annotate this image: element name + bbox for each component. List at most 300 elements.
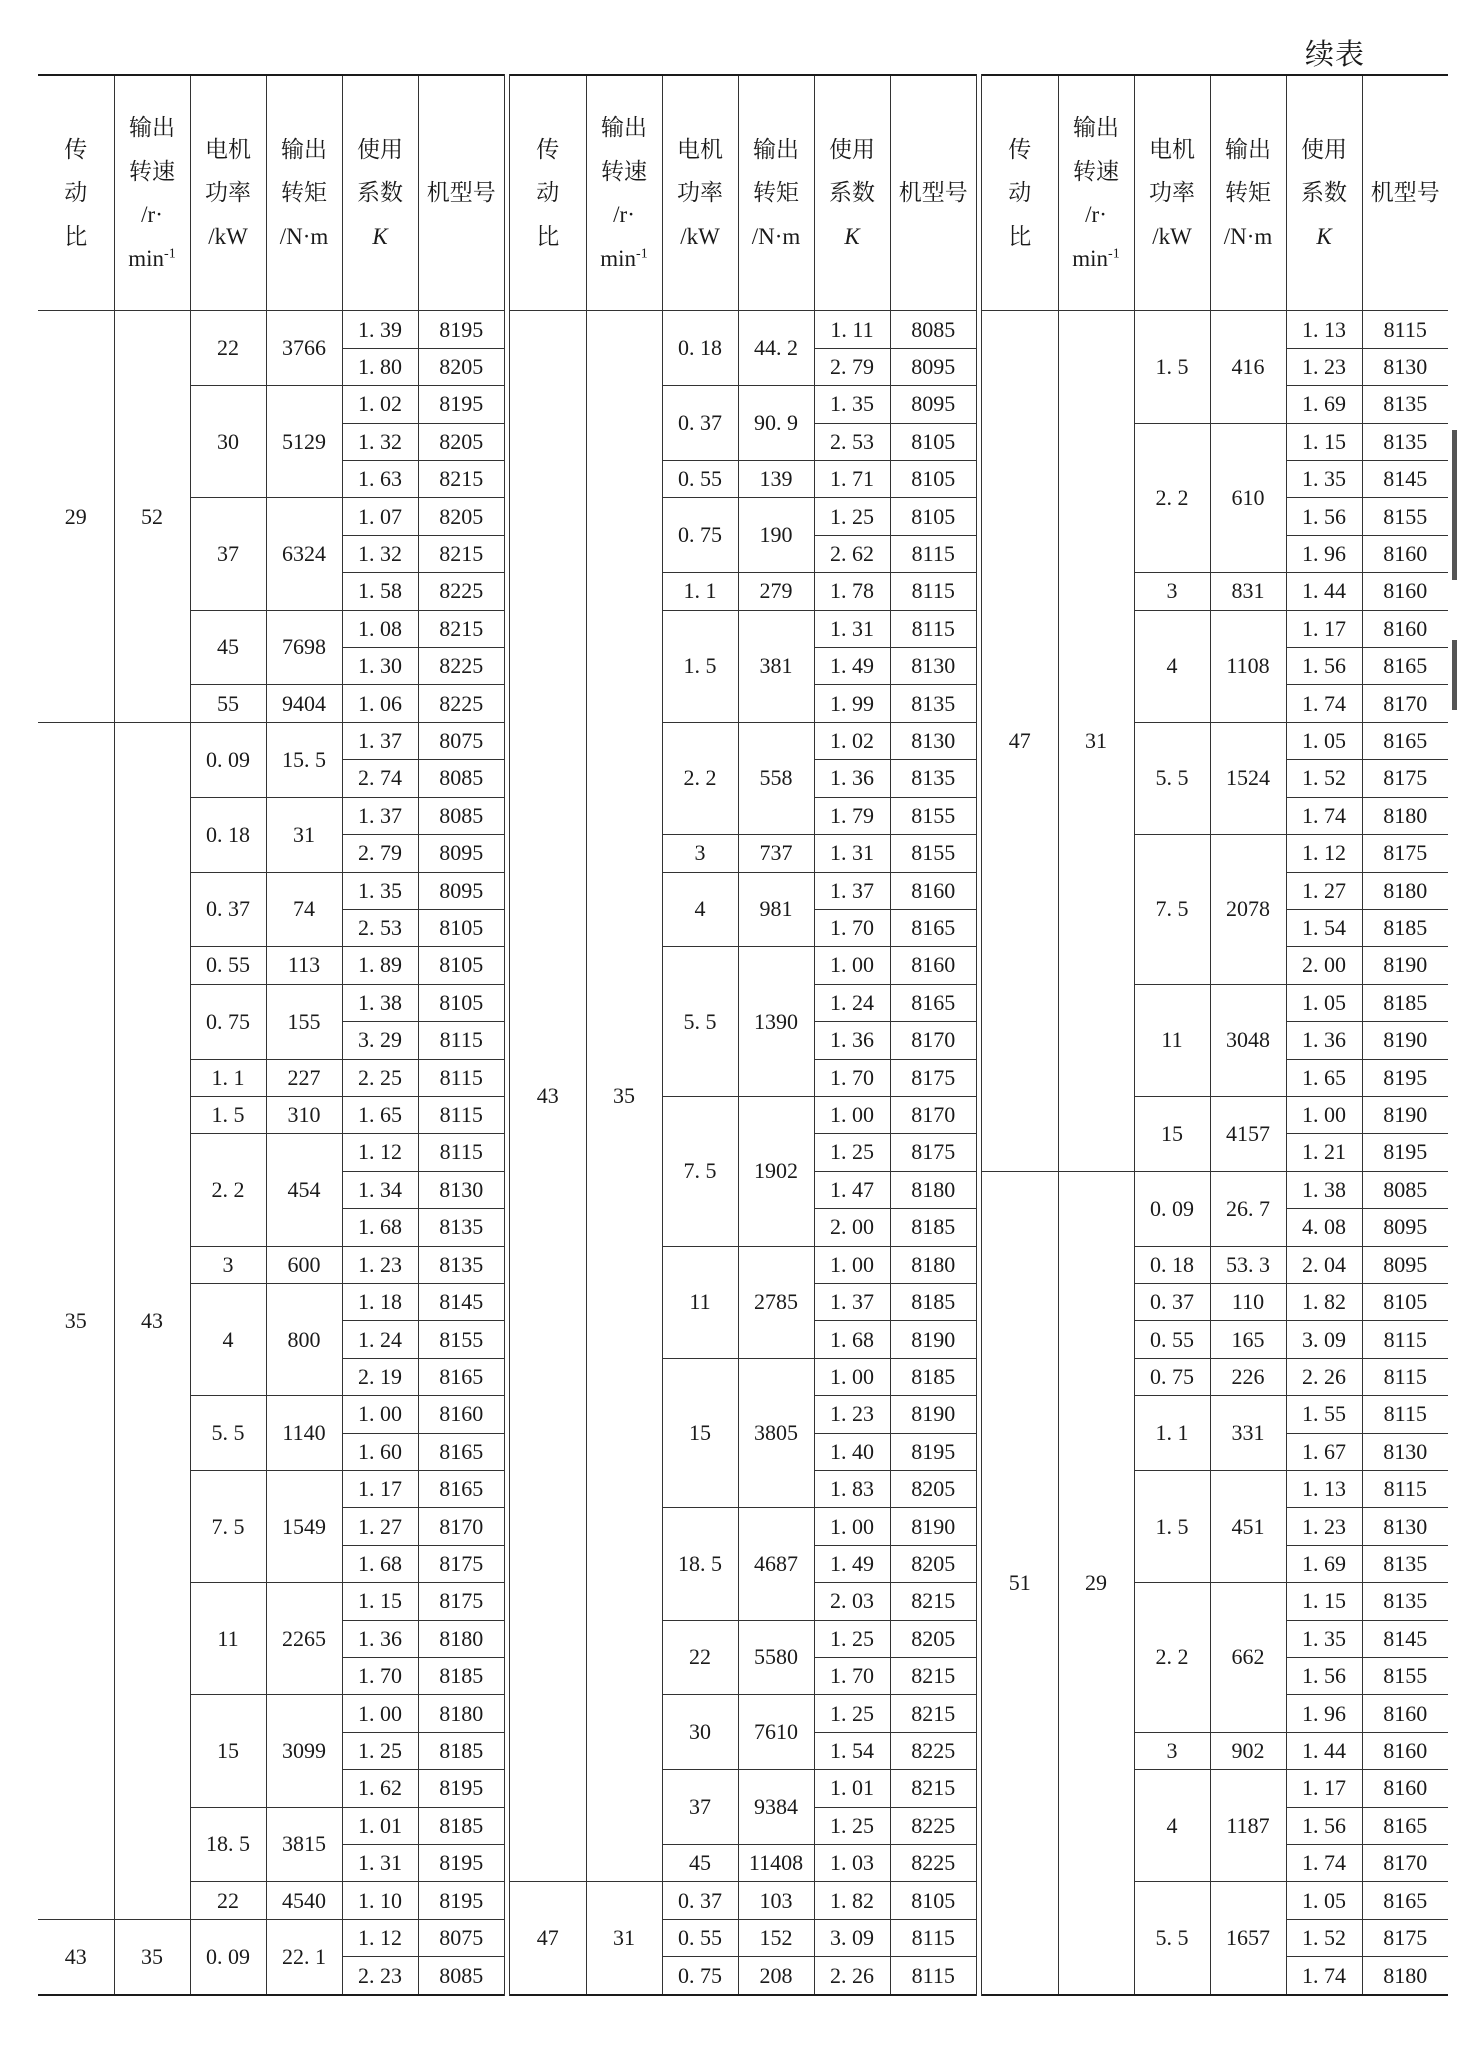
factor-cell: 1. 56 [1286,498,1362,535]
factor-cell: 1. 52 [1286,1919,1362,1956]
torque-cell: 113 [266,947,342,984]
power-cell: 0. 75 [1134,1358,1210,1395]
torque-cell: 9384 [738,1770,814,1845]
factor-cell: 1. 68 [342,1209,418,1246]
torque-cell: 22. 1 [266,1919,342,1995]
model-cell: 8225 [418,648,504,685]
model-cell: 8130 [890,648,976,685]
torque-cell: 110 [1210,1283,1286,1320]
model-cell: 8195 [1362,1059,1448,1096]
model-cell: 8165 [1362,1882,1448,1919]
power-cell: 11 [1134,984,1210,1096]
power-cell: 4 [1134,610,1210,722]
table-row [38,722,504,759]
factor-cell: 1. 54 [1286,909,1362,946]
factor-cell: 1. 99 [814,685,890,722]
factor-cell: 1. 17 [1286,610,1362,647]
model-cell: 8185 [890,1209,976,1246]
factor-cell: 1. 54 [814,1732,890,1769]
model-cell: 8105 [890,423,976,460]
model-cell: 8145 [418,1283,504,1320]
factor-cell: 1. 01 [342,1807,418,1844]
power-cell: 0. 37 [190,872,266,947]
model-cell: 8175 [1362,835,1448,872]
model-cell: 8105 [418,909,504,946]
torque-cell: 2785 [738,1246,814,1358]
header-motor-power: 电机 功率 /kW [662,75,738,311]
ratio-cell: 43 [510,311,586,1882]
model-cell: 8160 [1362,610,1448,647]
power-cell: 11 [190,1583,266,1695]
model-cell: 8155 [890,797,976,834]
factor-cell: 1. 70 [814,909,890,946]
factor-cell: 1. 00 [814,947,890,984]
model-cell: 8115 [890,1957,976,1995]
power-cell: 0. 18 [1134,1246,1210,1283]
model-cell: 8115 [418,1134,504,1171]
torque-cell: 53. 3 [1210,1246,1286,1283]
factor-cell: 1. 83 [814,1471,890,1508]
model-cell: 8215 [418,461,504,498]
torque-cell: 103 [738,1882,814,1919]
factor-cell: 1. 67 [1286,1433,1362,1470]
model-cell: 8205 [890,1471,976,1508]
torque-cell: 227 [266,1059,342,1096]
factor-cell: 1. 05 [1286,1882,1362,1919]
table-continued-caption: 续表 [1304,39,1365,71]
factor-cell: 1. 31 [814,835,890,872]
header-output-torque: 输出 转矩 /N·m [1210,75,1286,311]
model-cell: 8135 [418,1246,504,1283]
torque-cell: 3099 [266,1695,342,1807]
ratio-cell: 51 [982,1171,1058,1995]
power-cell: 5. 5 [662,947,738,1097]
model-cell: 8185 [890,1283,976,1320]
ratio-cell: 47 [510,1882,586,1995]
power-cell: 2. 2 [1134,1583,1210,1733]
torque-cell: 416 [1210,311,1286,423]
model-cell: 8130 [1362,348,1448,385]
factor-cell: 1. 56 [1286,1807,1362,1844]
torque-cell: 381 [738,610,814,722]
torque-cell: 15. 5 [266,722,342,797]
table-row [38,1919,504,1956]
torque-cell: 1549 [266,1471,342,1583]
factor-cell: 1. 24 [342,1321,418,1358]
factor-cell: 1. 35 [1286,461,1362,498]
model-cell: 8175 [1362,760,1448,797]
factor-cell: 1. 38 [1286,1171,1362,1208]
model-cell: 8115 [890,535,976,572]
factor-cell: 1. 96 [1286,535,1362,572]
model-cell: 8160 [1362,573,1448,610]
torque-cell: 331 [1210,1396,1286,1471]
factor-cell: 2. 62 [814,535,890,572]
model-cell: 8085 [418,1957,504,1995]
header-ratio: 传 动 比 [982,75,1058,311]
model-cell: 8130 [418,1171,504,1208]
factor-cell: 1. 05 [1286,984,1362,1021]
gear-reducer-table [38,74,1448,1996]
factor-cell: 1. 44 [1286,573,1362,610]
power-cell: 1. 5 [1134,311,1210,423]
torque-cell: 2265 [266,1583,342,1695]
power-cell: 5. 5 [1134,1882,1210,1995]
power-cell: 3 [662,835,738,872]
factor-cell: 3. 29 [342,1022,418,1059]
factor-cell: 1. 00 [342,1396,418,1433]
factor-cell: 1. 36 [814,760,890,797]
factor-cell: 2. 04 [1286,1246,1362,1283]
table-block-1 [38,74,504,1996]
power-cell: 11 [662,1246,738,1358]
factor-cell: 1. 10 [342,1882,418,1919]
header-service-factor: 使用 系数 K [814,75,890,311]
power-cell: 0. 55 [190,947,266,984]
torque-cell: 737 [738,835,814,872]
factor-cell: 1. 74 [1286,1845,1362,1882]
factor-cell: 1. 68 [342,1545,418,1582]
factor-cell: 1. 62 [342,1770,418,1807]
factor-cell: 1. 25 [814,1134,890,1171]
factor-cell: 1. 24 [814,984,890,1021]
model-cell: 8160 [890,947,976,984]
model-cell: 8115 [418,1022,504,1059]
factor-cell: 1. 70 [342,1658,418,1695]
model-cell: 8215 [890,1695,976,1732]
torque-cell: 1524 [1210,722,1286,834]
power-cell: 22 [190,1882,266,1919]
model-cell: 8225 [418,573,504,610]
model-cell: 8130 [1362,1508,1448,1545]
torque-cell: 31 [266,797,342,872]
factor-cell: 1. 89 [342,947,418,984]
torque-cell: 6324 [266,498,342,610]
ratio-cell: 35 [38,722,114,1919]
model-cell: 8135 [890,760,976,797]
torque-cell: 3815 [266,1807,342,1882]
power-cell: 0. 55 [662,461,738,498]
factor-cell: 1. 63 [342,461,418,498]
page-edge-tab [1452,430,1457,580]
factor-cell: 2. 79 [342,835,418,872]
torque-cell: 152 [738,1919,814,1956]
factor-cell: 1. 23 [342,1246,418,1283]
factor-cell: 1. 32 [342,423,418,460]
factor-cell: 2. 19 [342,1358,418,1395]
model-cell: 8225 [418,685,504,722]
model-cell: 8170 [1362,685,1448,722]
model-cell: 8095 [890,348,976,385]
model-cell: 8225 [890,1845,976,1882]
model-cell: 8115 [890,573,976,610]
model-cell: 8195 [1362,1134,1448,1171]
model-cell: 8215 [890,1770,976,1807]
model-cell: 8180 [1362,1957,1448,1995]
model-cell: 8085 [418,760,504,797]
model-cell: 8135 [1362,1545,1448,1582]
power-cell: 0. 37 [1134,1283,1210,1320]
header-model: 机型号 [418,75,504,311]
factor-cell: 1. 37 [814,1283,890,1320]
torque-cell: 11408 [738,1845,814,1882]
factor-cell: 2. 23 [342,1957,418,1995]
factor-cell: 1. 12 [342,1919,418,1956]
torque-cell: 1187 [1210,1770,1286,1882]
model-cell: 8185 [418,1658,504,1695]
factor-cell: 1. 31 [814,610,890,647]
factor-cell: 1. 40 [814,1433,890,1470]
model-cell: 8190 [1362,947,1448,984]
header-row [982,75,1448,311]
speed-cell: 31 [1058,311,1134,1171]
torque-cell: 831 [1210,573,1286,610]
model-cell: 8160 [1362,1770,1448,1807]
model-cell: 8190 [1362,1096,1448,1133]
factor-cell: 1. 00 [814,1508,890,1545]
page-edge-tab [1452,640,1457,710]
power-cell: 2. 2 [1134,423,1210,573]
model-cell: 8205 [418,348,504,385]
factor-cell: 2. 03 [814,1583,890,1620]
power-cell: 0. 18 [662,311,738,386]
factor-cell: 1. 58 [342,573,418,610]
model-cell: 8115 [1362,1321,1448,1358]
model-cell: 8105 [890,461,976,498]
model-cell: 8085 [890,311,976,348]
torque-cell: 1108 [1210,610,1286,722]
model-cell: 8185 [418,1807,504,1844]
model-cell: 8215 [418,535,504,572]
factor-cell: 1. 21 [1286,1134,1362,1171]
factor-cell: 1. 15 [1286,423,1362,460]
table-row [510,311,976,348]
power-cell: 1. 5 [662,610,738,722]
model-cell: 8160 [1362,1732,1448,1769]
torque-cell: 4687 [738,1508,814,1620]
factor-cell: 1. 02 [342,386,418,423]
factor-cell: 1. 49 [814,1545,890,1582]
model-cell: 8155 [1362,498,1448,535]
model-cell: 8205 [890,1620,976,1657]
factor-cell: 1. 78 [814,573,890,610]
torque-cell: 90. 9 [738,386,814,461]
model-cell: 8175 [1362,1919,1448,1956]
power-cell: 4 [1134,1770,1210,1882]
model-cell: 8165 [890,909,976,946]
factor-cell: 1. 15 [342,1583,418,1620]
model-cell: 8170 [418,1508,504,1545]
header-ratio: 传 动 比 [510,75,586,311]
speed-cell: 52 [114,311,190,722]
speed-cell: 31 [586,1882,662,1995]
factor-cell: 1. 74 [1286,797,1362,834]
torque-cell: 165 [1210,1321,1286,1358]
model-cell: 8175 [418,1583,504,1620]
model-cell: 8175 [890,1134,976,1171]
model-cell: 8105 [890,1882,976,1919]
power-cell: 15 [662,1358,738,1508]
power-cell: 22 [190,311,266,386]
header-output-speed: 输出 转速 /r· $\min^{-1}$ [1058,75,1134,311]
power-cell: 0. 09 [190,722,266,797]
model-cell: 8095 [1362,1246,1448,1283]
speed-cell: 35 [586,311,662,1882]
model-cell: 8115 [418,1059,504,1096]
model-cell: 8135 [418,1209,504,1246]
factor-cell: 1. 65 [342,1096,418,1133]
model-cell: 8105 [418,984,504,1021]
torque-cell: 7698 [266,610,342,685]
power-cell: 22 [662,1620,738,1695]
torque-cell: 44. 2 [738,311,814,386]
header-motor-power: 电机 功率 /kW [190,75,266,311]
factor-cell: 1. 74 [1286,1957,1362,1995]
power-cell: 0. 55 [1134,1321,1210,1358]
factor-cell: 1. 47 [814,1171,890,1208]
table-row [510,1882,976,1919]
factor-cell: 1. 35 [1286,1620,1362,1657]
factor-cell: 1. 03 [814,1845,890,1882]
model-cell: 8085 [418,797,504,834]
factor-cell: 1. 82 [814,1882,890,1919]
factor-cell: 2. 74 [342,760,418,797]
model-cell: 8135 [1362,386,1448,423]
header-output-speed: 输出 转速 /r· $\min^{-1}$ [586,75,662,311]
factor-cell: 1. 06 [342,685,418,722]
power-cell: 0. 37 [662,1882,738,1919]
power-cell: 30 [190,386,266,498]
factor-cell: 1. 70 [814,1059,890,1096]
torque-cell: 1140 [266,1396,342,1471]
model-cell: 8180 [890,1171,976,1208]
power-cell: 5. 5 [190,1396,266,1471]
factor-cell: 1. 35 [814,386,890,423]
power-cell: 55 [190,685,266,722]
model-cell: 8115 [1362,1396,1448,1433]
header-service-factor: 使用 系数 K [1286,75,1362,311]
factor-cell: 1. 08 [342,610,418,647]
model-cell: 8095 [890,386,976,423]
factor-cell: 2. 25 [342,1059,418,1096]
factor-cell: 2. 26 [1286,1358,1362,1395]
factor-cell: 1. 44 [1286,1732,1362,1769]
factor-cell: 1. 35 [342,872,418,909]
model-cell: 8225 [890,1732,976,1769]
factor-cell: 1. 32 [342,535,418,572]
power-cell: 15 [190,1695,266,1807]
model-cell: 8145 [1362,1620,1448,1657]
model-cell: 8095 [1362,1209,1448,1246]
model-cell: 8105 [418,947,504,984]
factor-cell: 1. 00 [342,1695,418,1732]
torque-cell: 662 [1210,1583,1286,1733]
factor-cell: 1. 00 [814,1246,890,1283]
torque-cell: 3805 [738,1358,814,1508]
power-cell: 37 [662,1770,738,1845]
torque-cell: 454 [266,1134,342,1246]
model-cell: 8165 [418,1358,504,1395]
factor-cell: 1. 74 [1286,685,1362,722]
model-cell: 8165 [890,984,976,1021]
factor-cell: 1. 27 [1286,872,1362,909]
model-cell: 8135 [1362,1583,1448,1620]
factor-cell: 1. 25 [814,1807,890,1844]
model-cell: 8165 [1362,648,1448,685]
torque-cell: 981 [738,872,814,947]
header-ratio: 传 动 比 [38,75,114,311]
header-output-speed: 输出 转速 /r· $\min^{-1}$ [114,75,190,311]
model-cell: 8195 [418,311,504,348]
model-cell: 8185 [890,1358,976,1395]
table-block-2 [510,74,976,1996]
torque-cell: 800 [266,1283,342,1395]
model-cell: 8130 [1362,1433,1448,1470]
torque-cell: 4157 [1210,1096,1286,1171]
factor-cell: 1. 68 [814,1321,890,1358]
factor-cell: 2. 00 [1286,947,1362,984]
power-cell: 0. 09 [1134,1171,1210,1246]
table-row [982,1171,1448,1208]
factor-cell: 1. 25 [814,498,890,535]
factor-cell: 1. 12 [342,1134,418,1171]
header-model: 机型号 [1362,75,1448,311]
model-cell: 8180 [418,1695,504,1732]
model-cell: 8180 [418,1620,504,1657]
factor-cell: 1. 17 [1286,1770,1362,1807]
factor-cell: 1. 25 [342,1732,418,1769]
torque-cell: 3048 [1210,984,1286,1096]
header-motor-power: 电机 功率 /kW [1134,75,1210,311]
model-cell: 8165 [418,1433,504,1470]
model-cell: 8195 [418,386,504,423]
speed-cell: 43 [114,722,190,1919]
ratio-cell: 29 [38,311,114,722]
torque-cell: 310 [266,1096,342,1133]
power-cell: 18. 5 [662,1508,738,1620]
power-cell: 1. 1 [662,573,738,610]
model-cell: 8165 [1362,1807,1448,1844]
model-cell: 8165 [1362,722,1448,759]
factor-cell: 1. 00 [1286,1096,1362,1133]
factor-cell: 1. 02 [814,722,890,759]
factor-cell: 3. 09 [1286,1321,1362,1358]
header-model: 机型号 [890,75,976,311]
power-cell: 2. 2 [662,722,738,834]
power-cell: 0. 09 [190,1919,266,1995]
power-cell: 5. 5 [1134,722,1210,834]
factor-cell: 1. 18 [342,1283,418,1320]
torque-cell: 1390 [738,947,814,1097]
factor-cell: 1. 05 [1286,722,1362,759]
ratio-cell: 47 [982,311,1058,1171]
factor-cell: 1. 17 [342,1471,418,1508]
torque-cell: 9404 [266,685,342,722]
factor-cell: 1. 70 [814,1658,890,1695]
power-cell: 45 [190,610,266,685]
factor-cell: 1. 69 [1286,1545,1362,1582]
power-cell: 1. 5 [190,1096,266,1133]
model-cell: 8190 [1362,1022,1448,1059]
torque-cell: 3766 [266,311,342,386]
factor-cell: 1. 37 [342,797,418,834]
model-cell: 8115 [1362,1471,1448,1508]
torque-cell: 208 [738,1957,814,1995]
model-cell: 8175 [890,1059,976,1096]
factor-cell: 1. 80 [342,348,418,385]
model-cell: 8115 [890,610,976,647]
power-cell: 7. 5 [190,1471,266,1583]
